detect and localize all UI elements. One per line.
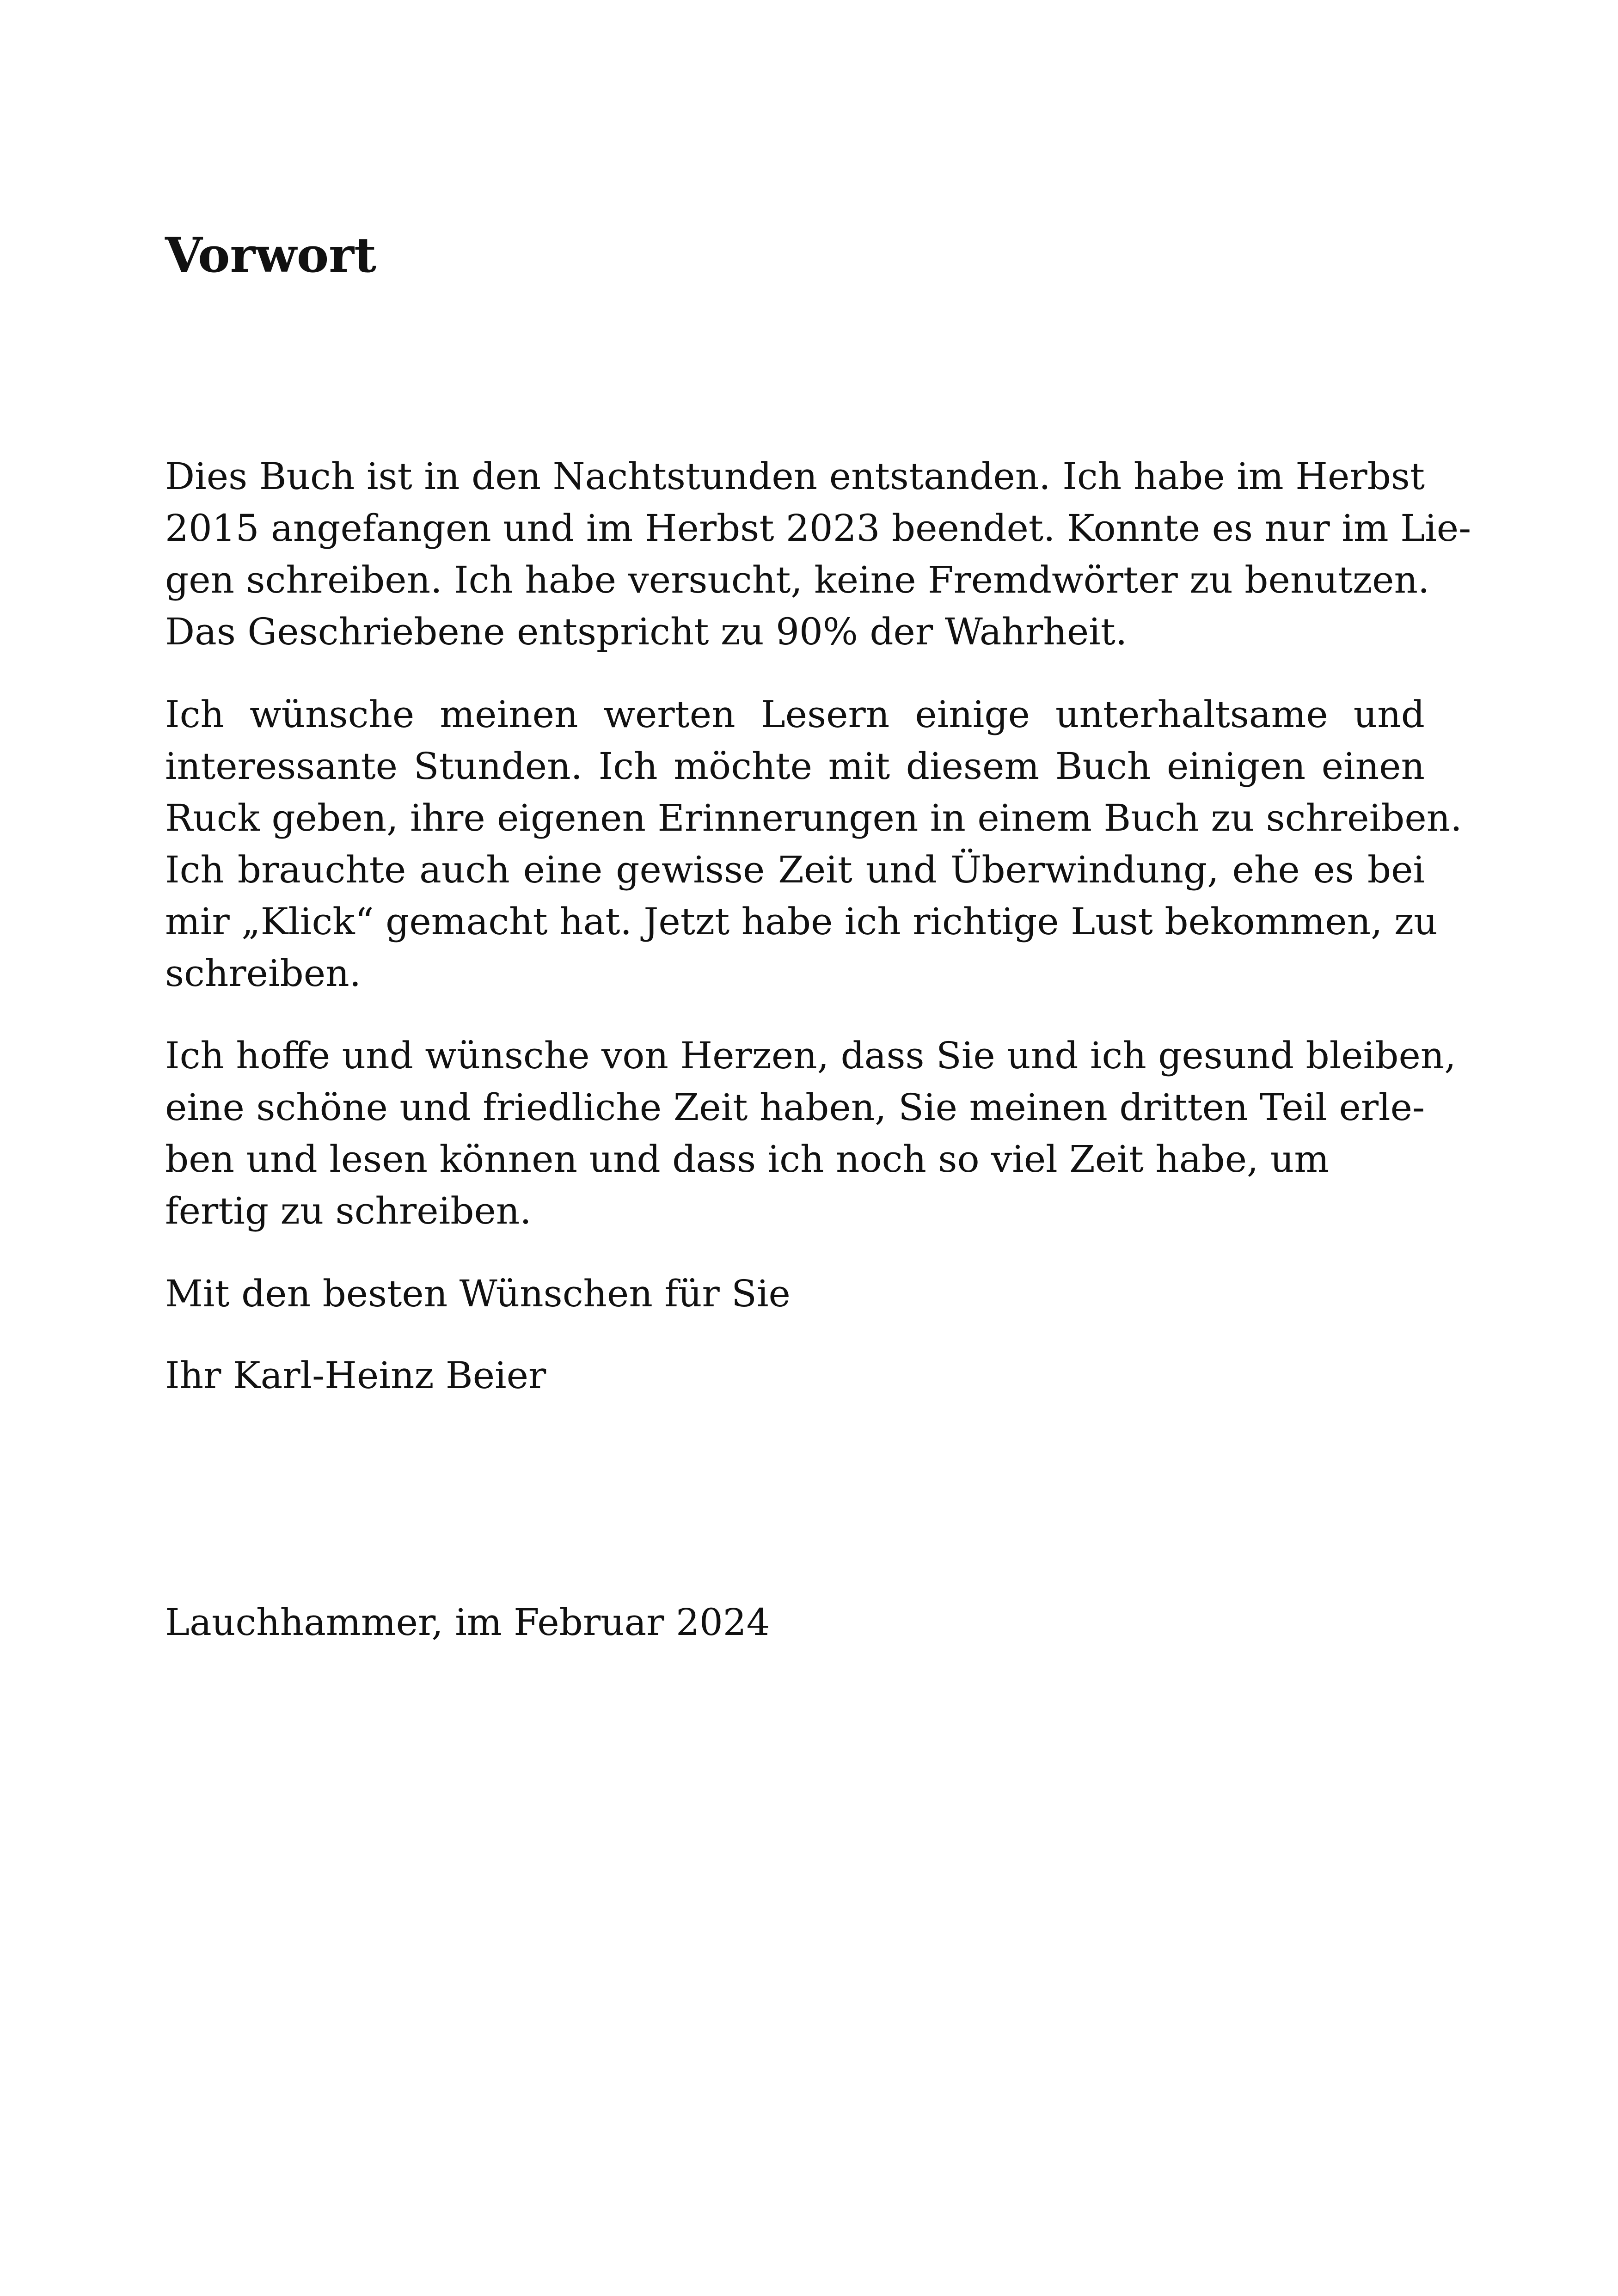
paragraph-2-line-2: interessante Stunden. Ich möchte mit diesem Buch einigen einen (165, 745, 1425, 788)
paragraph-1-line-3: gen schreiben. Ich habe versucht, keine Fremdwörter zu benutzen. (165, 558, 1430, 601)
paragraph-3-line-2: eine schöne und friedliche Zeit haben, Sie meinen dritten Teil erle- (165, 1086, 1425, 1129)
paragraph-2-line-3: Ruck geben, ihre eigenen Erinnerungen in einem Buch zu schreiben. (165, 796, 1462, 839)
paragraph-1-line-1: Dies Buch ist in den Nachtstunden entstanden. Ich habe im Herbst (165, 455, 1425, 498)
place-date-line: Lauchhammer, im Februar 2024 (165, 1601, 770, 1644)
paragraph-2-line-1: Ich wünsche meinen werten Lesern einige unterhaltsame und (165, 693, 1425, 736)
closing-line: Mit den besten Wünschen für Sie (165, 1272, 791, 1315)
paragraph-2-line-4: Ich brauchte auch eine gewisse Zeit und Überwindung, ehe es bei (165, 848, 1425, 891)
paragraph-2-line-5: mir „Klick“ gemacht hat. Jetzt habe ich richtige Lust bekommen, zu (165, 900, 1438, 943)
page-title: Vorwort (165, 227, 377, 283)
paragraph-3-line-3: ben und lesen können und dass ich noch so viel Zeit habe, um (165, 1138, 1330, 1181)
paragraph-2-line-6: schreiben. (165, 952, 362, 995)
paragraph-3-line-4: fertig zu schreiben. (165, 1189, 532, 1232)
paragraph-1-line-4: Das Geschriebene entspricht zu 90% der Wahrheit. (165, 610, 1128, 653)
paragraph-1-line-2: 2015 angefangen und im Herbst 2023 beendet. Konnte es nur im Lie- (165, 507, 1471, 550)
signature-line: Ihr Karl-Heinz Beier (165, 1354, 546, 1397)
paragraph-3-line-1: Ich hoffe und wünsche von Herzen, dass Sie und ich gesund bleiben, (165, 1034, 1456, 1077)
